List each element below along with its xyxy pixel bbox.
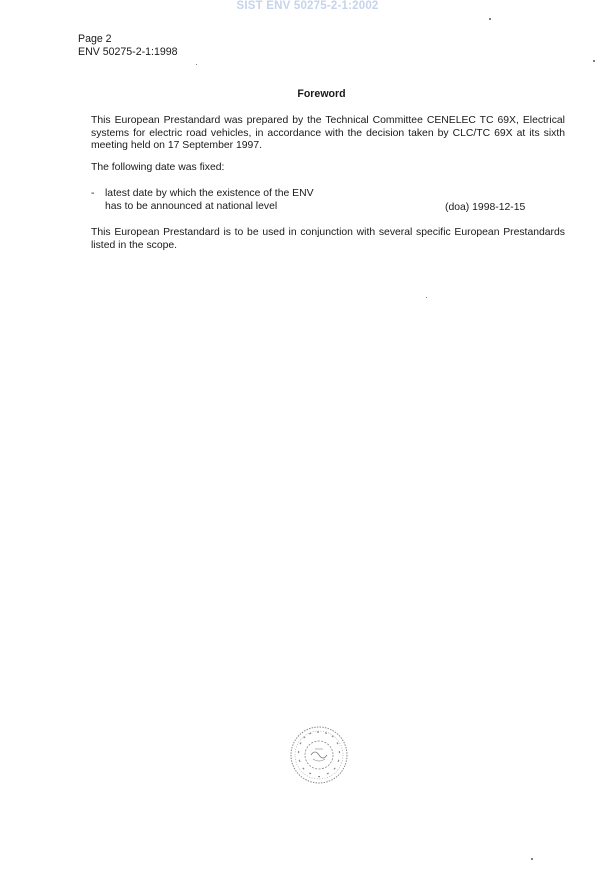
foreword-paragraph-2: The following date was fixed: bbox=[91, 162, 225, 173]
date-item-description bbox=[105, 187, 405, 213]
document-id: ENV 50275-2-1:1998 bbox=[78, 46, 178, 58]
page-header bbox=[78, 33, 178, 59]
foreword-paragraph-1: This European Prestandard was prepared by the Technical Committee CENELEC TC 69X, Electrical systems for electric road vehicles, in accordance with the decision taken by CLC/TC 69X at its sixth meeting held on 17 September 1997. bbox=[91, 115, 565, 152]
list-dash: - bbox=[91, 188, 95, 199]
watermark: SIST ENV 50275-2-1:2002 bbox=[236, 0, 379, 12]
scan-speck bbox=[426, 297, 427, 298]
scan-speck bbox=[531, 858, 533, 860]
page-number: Page 2 bbox=[78, 33, 112, 45]
official-seal-stamp-icon bbox=[289, 725, 349, 785]
scan-speck bbox=[489, 18, 491, 20]
scan-speck bbox=[593, 60, 595, 62]
date-item-line-1: latest date by which the existence of the ENV bbox=[105, 188, 314, 199]
date-item-line-2: has to be announced at national level bbox=[105, 201, 278, 212]
date-item-value: (doa) 1998-12-15 bbox=[445, 202, 526, 213]
section-title: Foreword bbox=[297, 88, 346, 100]
foreword-paragraph-3: This European Prestandard is to be used in conjunction with several specific European Prestandards listed in the scope. bbox=[91, 227, 565, 251]
scan-speck bbox=[196, 64, 197, 65]
